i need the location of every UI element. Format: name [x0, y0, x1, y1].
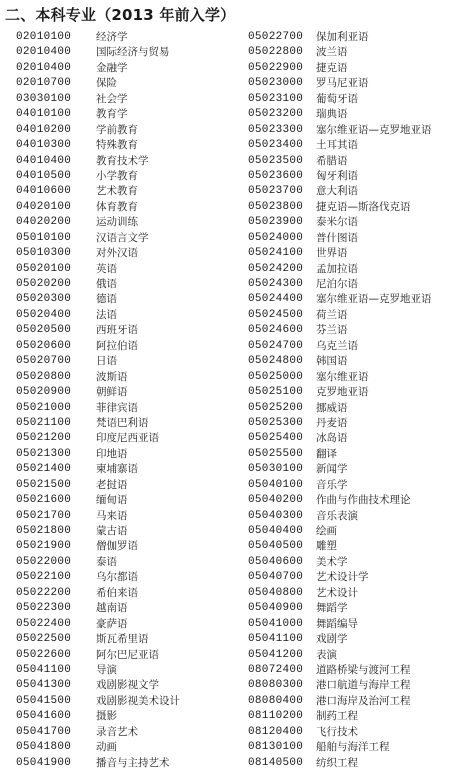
- major-name: 翻译: [316, 447, 337, 460]
- major-row: [248, 524, 466, 539]
- major-name: 梵语巴利语: [96, 416, 149, 429]
- major-row: [16, 184, 238, 199]
- major-code: 05020900: [16, 386, 72, 399]
- major-code: 05022900: [248, 61, 304, 74]
- major-code: 05040800: [248, 586, 304, 599]
- major-name: 印地语: [96, 447, 128, 460]
- major-row: [248, 246, 466, 261]
- major-code: 05020700: [16, 355, 72, 368]
- major-row: [248, 493, 466, 508]
- major-row: [16, 370, 238, 385]
- major-code: 05022200: [16, 586, 72, 599]
- major-code: 05041600: [16, 710, 72, 723]
- major-code: 05022300: [16, 602, 72, 615]
- major-row: [16, 431, 238, 446]
- major-name: 播音与主持艺术: [96, 756, 170, 769]
- major-name: 世界语: [316, 247, 348, 260]
- major-code: 05024400: [248, 293, 304, 306]
- major-code: 04010100: [16, 108, 72, 121]
- major-name: 捷克语—斯洛伐克语: [316, 200, 411, 213]
- major-code: 05041100: [16, 663, 72, 676]
- major-name: 西班牙语: [96, 324, 138, 337]
- major-row: [16, 694, 238, 709]
- major-name: 运动训练: [96, 216, 138, 229]
- major-name: 美术学: [316, 555, 348, 568]
- major-row: [248, 354, 466, 369]
- major-code: 05023200: [248, 108, 304, 121]
- major-name: 冰岛语: [316, 432, 348, 445]
- major-row: [16, 725, 238, 740]
- major-code: 05041900: [16, 756, 72, 769]
- major-row: [16, 493, 238, 508]
- major-code: 05022000: [16, 555, 72, 568]
- major-code: 05020600: [16, 339, 72, 352]
- major-name: 经济学: [96, 31, 128, 43]
- major-row: [248, 694, 466, 709]
- major-name: 摄影: [96, 710, 117, 723]
- major-code: 02010400: [16, 61, 72, 74]
- major-code: 05022800: [248, 46, 304, 59]
- major-row: [248, 107, 466, 122]
- major-code: 05010100: [16, 231, 72, 244]
- major-code: 05040300: [248, 509, 304, 522]
- major-row: [248, 123, 466, 138]
- major-row: [16, 169, 238, 184]
- major-name: 体育教育: [96, 200, 138, 213]
- major-code: 05023600: [248, 169, 304, 182]
- major-code: 05021500: [16, 478, 72, 491]
- major-row: [248, 308, 466, 323]
- major-name: 小学教育: [96, 169, 138, 182]
- major-name: 戏剧影视美术设计: [96, 694, 180, 707]
- major-code: 05024000: [248, 231, 304, 244]
- major-code: 05021100: [16, 416, 72, 429]
- major-name: 特殊教育: [96, 139, 138, 152]
- major-code: 05025200: [248, 401, 304, 414]
- major-row: [16, 138, 238, 153]
- major-name: 印度尼西亚语: [96, 432, 159, 445]
- major-row: [248, 169, 466, 184]
- major-row: [16, 524, 238, 539]
- major-name: 艺术教育: [96, 185, 138, 198]
- major-name: 匈牙利语: [316, 169, 358, 182]
- major-name: 斯瓦希里语: [96, 633, 149, 646]
- major-code: 04020200: [16, 216, 72, 229]
- major-row: [16, 45, 238, 60]
- major-row: [248, 709, 466, 724]
- major-name: 泰语: [96, 555, 117, 568]
- major-row: [16, 740, 238, 755]
- major-code: 05023300: [248, 123, 304, 136]
- major-code: 08140500: [248, 756, 304, 769]
- major-name: 老挝语: [96, 478, 128, 491]
- major-row: [248, 555, 466, 570]
- major-name: 阿拉伯语: [96, 339, 138, 352]
- major-row: [248, 416, 466, 431]
- major-name: 塞尔维亚语—克罗地亚语: [316, 123, 432, 136]
- major-name: 缅甸语: [96, 494, 128, 507]
- major-code: 05020500: [16, 324, 72, 337]
- major-row: [16, 231, 238, 246]
- major-row: [16, 709, 238, 724]
- major-row: [16, 756, 238, 771]
- major-name: 豪萨语: [96, 617, 128, 630]
- major-code: 05020100: [16, 262, 72, 275]
- major-row: [16, 539, 238, 554]
- major-name: 飞行技术: [316, 725, 358, 738]
- major-name: 录音艺术: [96, 725, 138, 738]
- major-name: 朝鲜语: [96, 386, 128, 399]
- major-row: [248, 617, 466, 632]
- major-code: 05021200: [16, 432, 72, 445]
- major-name: 泰米尔语: [316, 216, 358, 229]
- major-name: 英语: [96, 262, 117, 275]
- major-row: [16, 678, 238, 693]
- major-name: 芬兰语: [316, 324, 348, 337]
- major-code: 05022400: [16, 617, 72, 630]
- major-code: 02010100: [16, 31, 72, 43]
- major-code: 08120400: [248, 725, 304, 738]
- major-code: 05041200: [248, 648, 304, 661]
- major-row: [16, 601, 238, 616]
- major-code: 05021300: [16, 447, 72, 460]
- major-name: 戏剧影视文学: [96, 679, 159, 692]
- major-row: [16, 30, 238, 45]
- major-code: 05024500: [248, 308, 304, 321]
- major-code: 05021000: [16, 401, 72, 414]
- major-name: 金融学: [96, 61, 128, 74]
- major-name: 荷兰语: [316, 308, 348, 321]
- major-name: 希伯来语: [96, 586, 138, 599]
- major-row: [16, 586, 238, 601]
- major-row: [248, 632, 466, 647]
- major-row: [248, 45, 466, 60]
- major-row: [16, 385, 238, 400]
- major-name: 阿尔巴尼亚语: [96, 648, 159, 661]
- major-code: 05040200: [248, 494, 304, 507]
- major-name: 法语: [96, 308, 117, 321]
- major-row: [248, 385, 466, 400]
- major-code: 05021700: [16, 509, 72, 522]
- major-name: 制药工程: [316, 710, 358, 723]
- major-row: [16, 323, 238, 338]
- major-row: [16, 354, 238, 369]
- major-code: 08072400: [248, 663, 304, 676]
- major-row: [16, 663, 238, 678]
- major-code: 08110200: [248, 710, 304, 723]
- major-name: 国际经济与贸易: [96, 46, 170, 59]
- major-row: [248, 678, 466, 693]
- major-code: 05024800: [248, 355, 304, 368]
- major-name: 教育学: [96, 108, 128, 121]
- major-code: 05024100: [248, 247, 304, 260]
- major-code: 05022500: [16, 633, 72, 646]
- major-row: [248, 756, 466, 771]
- major-row: [248, 648, 466, 663]
- major-name: 丹麦语: [316, 416, 348, 429]
- major-name: 日语: [96, 355, 117, 368]
- major-code: 05041100: [248, 633, 304, 646]
- major-code: 04010500: [16, 169, 72, 182]
- major-code: 05020800: [16, 370, 72, 383]
- major-row: [248, 370, 466, 385]
- major-row: [16, 570, 238, 585]
- page-title: 二、本科专业（2013 年前入学）: [5, 6, 236, 24]
- major-row: [16, 308, 238, 323]
- right-major-list: [248, 30, 466, 771]
- major-row: [248, 323, 466, 338]
- major-row: [16, 617, 238, 632]
- major-name: 对外汉语: [96, 247, 138, 260]
- major-row: [16, 200, 238, 215]
- major-row: [248, 431, 466, 446]
- major-row: [248, 138, 466, 153]
- major-row: [248, 725, 466, 740]
- major-name: 船舶与海洋工程: [316, 741, 390, 754]
- major-name: 蒙古语: [96, 525, 128, 537]
- major-row: [16, 462, 238, 477]
- major-row: [248, 447, 466, 462]
- major-code: 05023400: [248, 139, 304, 152]
- major-code: 04010200: [16, 123, 72, 136]
- major-code: 05025500: [248, 447, 304, 460]
- major-row: [16, 246, 238, 261]
- major-row: [16, 154, 238, 169]
- major-row: [248, 200, 466, 215]
- major-row: [248, 61, 466, 76]
- major-name: 塞尔维亚语—克罗地亚语: [316, 293, 432, 306]
- major-name: 德语: [96, 293, 117, 306]
- major-row: [248, 215, 466, 230]
- major-row: [248, 262, 466, 277]
- major-row: [16, 262, 238, 277]
- major-code: 05025100: [248, 386, 304, 399]
- major-row: [248, 462, 466, 477]
- major-row: [248, 339, 466, 354]
- major-row: [16, 478, 238, 493]
- major-name: 乌尔都语: [96, 571, 138, 584]
- major-code: 04010400: [16, 154, 72, 167]
- major-code: 05022600: [16, 648, 72, 661]
- major-row: [16, 416, 238, 431]
- major-name: 塞尔维亚语: [316, 370, 369, 383]
- major-row: [16, 648, 238, 663]
- major-name: 作曲与作曲技术理论: [316, 494, 411, 507]
- major-name: 韩国语: [316, 355, 348, 368]
- major-name: 土耳其语: [316, 139, 358, 152]
- major-code: 02010700: [16, 77, 72, 90]
- major-code: 02010400: [16, 46, 72, 59]
- major-code: 05040500: [248, 540, 304, 553]
- major-name: 艺术设计: [316, 586, 358, 599]
- major-name: 挪威语: [316, 401, 348, 414]
- major-name: 纺织工程: [316, 756, 358, 769]
- major-name: 波斯语: [96, 370, 128, 383]
- major-row: [16, 509, 238, 524]
- major-code: 05022100: [16, 571, 72, 584]
- major-row: [248, 601, 466, 616]
- major-row: [248, 277, 466, 292]
- major-code: 05025000: [248, 370, 304, 383]
- major-row: [248, 586, 466, 601]
- major-code: 05040400: [248, 525, 304, 537]
- major-code: 05025400: [248, 432, 304, 445]
- major-code: 05021900: [16, 540, 72, 553]
- major-code: 05041800: [16, 741, 72, 754]
- major-name: 音乐学: [316, 478, 348, 491]
- major-code: 05021600: [16, 494, 72, 507]
- major-name: 捷克语: [316, 61, 348, 74]
- major-name: 绘画: [316, 525, 337, 537]
- major-code: 05023800: [248, 200, 304, 213]
- major-code: 05041300: [16, 679, 72, 692]
- major-name: 越南语: [96, 602, 128, 615]
- major-code: 05024300: [248, 278, 304, 290]
- major-row: [16, 277, 238, 292]
- major-code: 05024200: [248, 262, 304, 275]
- major-name: 乌克兰语: [316, 339, 358, 352]
- major-row: [16, 632, 238, 647]
- major-row: [16, 401, 238, 416]
- major-row: [248, 509, 466, 524]
- major-code: 05023100: [248, 92, 304, 105]
- major-code: 05040100: [248, 478, 304, 491]
- major-code: 05022700: [248, 31, 304, 43]
- major-code: 05020300: [16, 293, 72, 306]
- major-name: 学前教育: [96, 123, 138, 136]
- major-code: 05024700: [248, 339, 304, 352]
- major-code: 05040700: [248, 571, 304, 584]
- major-name: 保险: [96, 77, 117, 90]
- major-row: [16, 107, 238, 122]
- major-name: 舞蹈学: [316, 602, 348, 615]
- major-name: 波兰语: [316, 46, 348, 59]
- major-code: 03030100: [16, 92, 72, 105]
- major-name: 艺术设计学: [316, 571, 369, 584]
- major-row: [248, 292, 466, 307]
- major-name: 戏剧学: [316, 633, 348, 646]
- major-name: 新闻学: [316, 463, 348, 476]
- major-row: [16, 61, 238, 76]
- major-code: 08080300: [248, 679, 304, 692]
- major-name: 保加利亚语: [316, 31, 369, 43]
- major-name: 雕塑: [316, 540, 337, 553]
- major-name: 汉语言文学: [96, 231, 149, 244]
- major-code: 08080400: [248, 694, 304, 707]
- major-name: 意大利语: [316, 185, 358, 198]
- major-name: 表演: [316, 648, 337, 661]
- major-code: 05041700: [16, 725, 72, 738]
- major-name: 社会学: [96, 92, 128, 105]
- major-name: 孟加拉语: [316, 262, 358, 275]
- major-code: 04010300: [16, 139, 72, 152]
- major-name: 克罗地亚语: [316, 386, 369, 399]
- major-code: 05040600: [248, 555, 304, 568]
- major-row: [16, 292, 238, 307]
- major-row: [248, 570, 466, 585]
- major-code: 05023700: [248, 185, 304, 198]
- major-name: 僧伽罗语: [96, 540, 138, 553]
- major-code: 05024600: [248, 324, 304, 337]
- major-row: [248, 231, 466, 246]
- major-code: 05023900: [248, 216, 304, 229]
- major-name: 瑞典语: [316, 108, 348, 121]
- major-name: 俄语: [96, 278, 117, 290]
- major-row: [248, 154, 466, 169]
- major-code: 05020200: [16, 278, 72, 290]
- major-code: 05010300: [16, 247, 72, 260]
- major-code: 05040900: [248, 602, 304, 615]
- major-row: [248, 663, 466, 678]
- major-row: [16, 76, 238, 91]
- major-row: [248, 92, 466, 107]
- major-row: [248, 30, 466, 45]
- major-name: 柬埔寨语: [96, 463, 138, 476]
- major-code: 05041000: [248, 617, 304, 630]
- major-name: 教育技术学: [96, 154, 149, 167]
- major-row: [16, 123, 238, 138]
- major-row: [248, 539, 466, 554]
- major-name: 菲律宾语: [96, 401, 138, 414]
- major-row: [16, 215, 238, 230]
- major-row: [16, 92, 238, 107]
- major-row: [248, 740, 466, 755]
- major-code: 04020100: [16, 200, 72, 213]
- major-row: [16, 339, 238, 354]
- major-code: 05021800: [16, 525, 72, 537]
- major-code: 05023000: [248, 77, 304, 90]
- major-name: 港口航道与海岸工程: [316, 679, 411, 692]
- major-code: 05021400: [16, 463, 72, 476]
- major-name: 音乐表演: [316, 509, 358, 522]
- major-name: 港口海岸及治河工程: [316, 694, 411, 707]
- major-row: [16, 447, 238, 462]
- major-code: 05020400: [16, 308, 72, 321]
- major-name: 希腊语: [316, 154, 348, 167]
- major-code: 05025300: [248, 416, 304, 429]
- major-name: 普什图语: [316, 231, 358, 244]
- major-code: 05041500: [16, 694, 72, 707]
- major-name: 尼泊尔语: [316, 278, 358, 290]
- major-code: 04010600: [16, 185, 72, 198]
- major-row: [248, 401, 466, 416]
- major-row: [16, 555, 238, 570]
- major-row: [248, 76, 466, 91]
- major-code: 08130100: [248, 741, 304, 754]
- major-name: 道路桥梁与渡河工程: [316, 663, 411, 676]
- left-major-list: [16, 30, 238, 771]
- major-name: 动画: [96, 741, 117, 754]
- major-code: 05023500: [248, 154, 304, 167]
- major-name: 葡萄牙语: [316, 92, 358, 105]
- major-name: 舞蹈编导: [316, 617, 358, 630]
- major-code: 05030100: [248, 463, 304, 476]
- major-name: 导演: [96, 663, 117, 676]
- major-name: 马来语: [96, 509, 128, 522]
- major-name: 罗马尼亚语: [316, 77, 369, 90]
- major-row: [248, 478, 466, 493]
- major-row: [248, 184, 466, 199]
